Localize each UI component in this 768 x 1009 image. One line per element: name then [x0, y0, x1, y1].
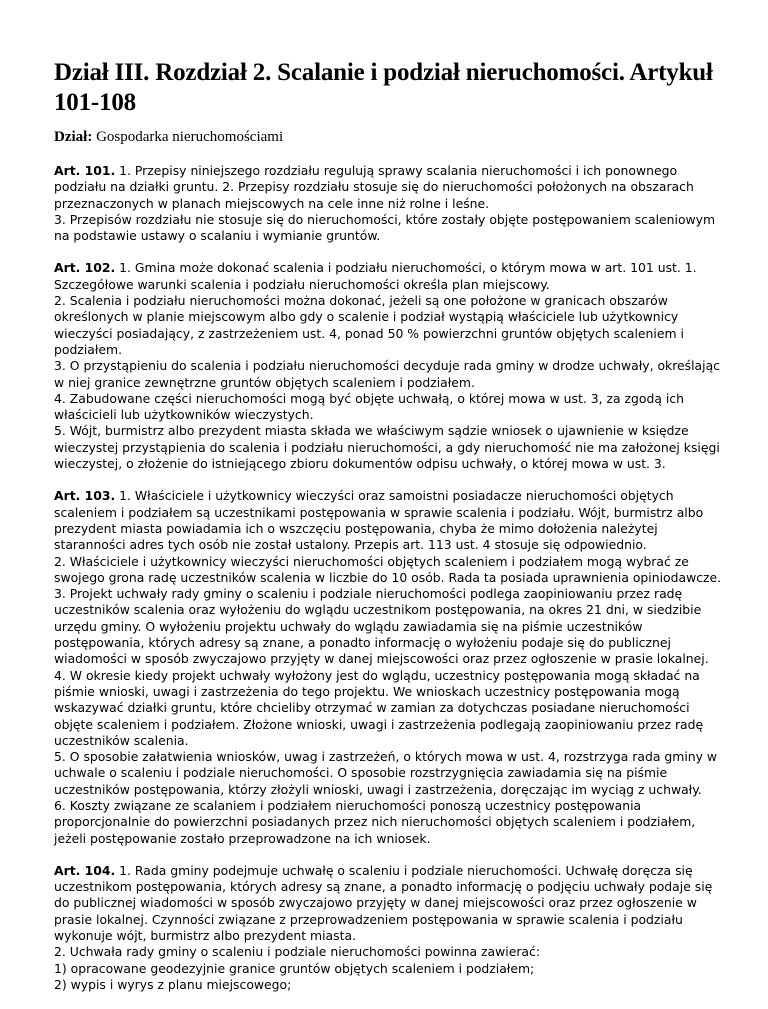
dzial-value: Gospodarka nieruchomościami	[96, 129, 284, 145]
article-104	[54, 863, 726, 993]
article-list-item: 1) opracowane geodezyjnie granice gruntów objętych scaleniem i podziałem;	[54, 960, 535, 976]
article-paragraph: 5. Wójt, burmistrz albo prezydent miasta składa we właściwym sądzie wniosek o ujawnienie w księdze wieczystej przystąpienia do scalenia i podziału nieruchomości, a gdy nieruchomość nie ma założonej księgi wieczystej, o złożenie do istniejącego zbioru dokumentów odpisu uchwały, o której mowa w ust. 3.	[54, 423, 720, 472]
article-103	[54, 488, 726, 847]
article-paragraph: 2. Właściciele i użytkownicy wieczyści nieruchomości objętych scaleniem i podziałem mogą wybrać ze swojego grona radę uczestników scalenia w liczbie do 10 osób. Rada ta posiada uprawnienia opiniodawcze.	[54, 553, 722, 585]
article-label: Art. 101.	[54, 163, 116, 178]
article-paragraph: 3. Projekt uchwały rady gminy o scaleniu i podziale nieruchomości podlega zaopiniowaniu przez radę uczestników scalenia oraz wyłożeniu do wglądu uczestnikom postępowania, na okres 21 dni, w siedzibie urzędu gminy. O wyłożeniu projektu uchwały do wglądu zawiadamia się na piśmie uczestników postępowania, których adresy są znane, a ponadto informację o wyłożeniu podaje się do publicznej wiadomości w sposób zwyczajowo przyjęty w danej miejscowości oraz przez ogłoszenie w prasie lokalnej.	[54, 586, 709, 667]
article-paragraph: 2. Scalenia i podziału nieruchomości można dokonać, jeżeli są one położone w granicach obszarów określonych w planie miejscowym albo gdy o scalenie i podział wystąpią właściciele lub użytkownicy wieczyści posiadający, z zastrzeżeniem ust. 4, ponad 50 % powierzchni gruntów objętych scaleniem i podziałem.	[54, 293, 684, 357]
article-101	[54, 163, 726, 244]
article-paragraph: Art. 102. 1. Gmina może dokonać scalenia i podziału nieruchomości, o którym mowa w art. 101 ust. 1. Szczegółowe warunki scalenia i podziału nieruchomości określa plan miejscowy.	[54, 260, 697, 292]
article-label: Art. 104.	[54, 862, 116, 878]
document-page	[54, 58, 726, 1009]
article-paragraph: 6. Koszty związane ze scalaniem i podziałem nieruchomości ponoszą uczestnicy postępowania proporcjonalnie do powierzchni posiadanych przez nich nieruchomości objętych scaleniem i podziałem, jeżeli postępowanie zostało przeprowadzone na ich wniosek.	[54, 797, 696, 846]
article-paragraph: 3. O przystąpieniu do scalenia i podziału nieruchomości decyduje rada gminy w drodze uchwały, określając w niej granice zewnętrzne gruntów objętych scaleniem i podziałem.	[54, 358, 720, 390]
article-paragraph: 5. O sposobie załatwienia wniosków, uwag i zastrzeżeń, o których mowa w ust. 4, rozstrzyga rada gminy w uchwale o scaleniu i podziale nieruchomości. O sposobie rozstrzygnięcia zawiadamia się na piśmie uczestników postępowania, którzy złożyli wnioski, uwagi i zastrzeżenia, doręczając im wyciąg z uchwały.	[54, 749, 718, 797]
article-paragraph: 3. Przepisów rozdziału nie stosuje się do nieruchomości, które zostały objęte postępowaniem scaleniowym na podstawie ustawy o scalaniu i wymianie gruntów.	[54, 211, 716, 244]
dzial-label: Dział:	[54, 129, 93, 145]
article-paragraph: 2. Uchwała rady gminy o scaleniu i podziale nieruchomości powinna zawierać:	[54, 944, 541, 960]
article-label: Art. 103.	[54, 488, 116, 504]
page-title: Dział III. Rozdział 2. Scalanie i podział nieruchomości. Artykuł 101-108	[54, 59, 713, 116]
dzial-line	[54, 128, 726, 146]
article-list-item: 2) wypis i wyrys z planu miejscowego;	[54, 976, 292, 992]
article-paragraph: Art. 101. 1. Przepisy niniejszego rozdziału regulują sprawy scalania nieruchomości i ich ponownego podziału na działki gruntu. 2. Przepisy rozdziału stosuje się do nieruchomości położonych na obszarach przeznaczonych w planach miejscowych na cele inne niż rolne i leśne.	[54, 163, 694, 211]
article-label: Art. 102.	[54, 260, 116, 276]
article-paragraph: 4. W okresie kiedy projekt uchwały wyłożony jest do wglądu, uczestnicy postępowania mogą składać na piśmie wnioski, uwagi i zastrzeżenia do tego projektu. We wnioskach uczestnicy postępowania mogą wskazywać działki gruntu, które chcieliby otrzymać w zamian za dotychczas posiadane nieruchomości objęte scaleniem i podziałem. Złożone wnioski, uwagi i zastrzeżenia podlegają zaopiniowaniu przez radę uczestników scalenia.	[54, 667, 704, 748]
article-paragraph: 4. Zabudowane części nieruchomości mogą być objęte uchwałą, o której mowa w ust. 3, za zgodą ich właścicieli lub użytkowników wieczystych.	[54, 390, 684, 423]
article-paragraph: Art. 104. 1. Rada gminy podejmuje uchwałę o scaleniu i podziale nieruchomości. Uchwałę doręcza się uczestnikom postępowania, których adresy są znane, a ponadto informację o podjęciu uchwały podaje się do publicznej wiadomości w sposób zwyczajowo przyjęty w danej miejscowości oraz przez ogłoszenie w prasie lokalnej. Czynności związane z przeprowadzeniem postępowania w sprawie scalenia i podziału wykonuje wójt, burmistrz albo prezydent miasta.	[54, 862, 713, 944]
article-102	[54, 260, 726, 472]
article-paragraph: Art. 103. 1. Właściciele i użytkownicy wieczyści oraz samoistni posiadacze nieruchomości objętych scaleniem i podziałem są uczestnikami postępowania w sprawie scalenia i podziału. Wójt, burmistrz albo prezydent miasta powiadamia ich o wszczęciu postępowania, chyba że mimo dołożenia należytej staranności adres tych osób nie został ustalony. Przepis art. 113 ust. 4 stosuje się odpowiednio.	[54, 488, 704, 553]
